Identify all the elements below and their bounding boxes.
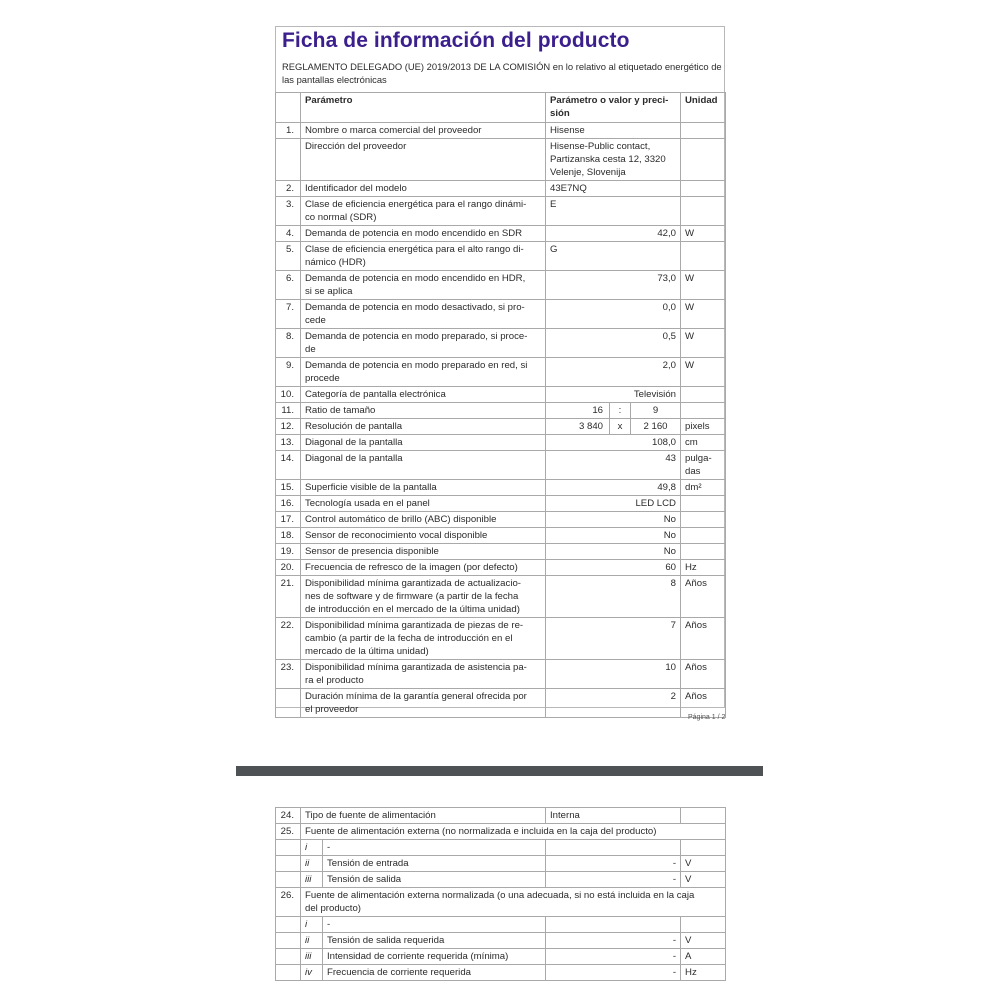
ratio-value-cell: [546, 403, 681, 419]
table-row: [276, 387, 726, 403]
table-row: [276, 576, 726, 618]
header-parameter: Parámetro: [301, 93, 546, 123]
row-unit: W: [681, 329, 726, 358]
row-number: 13.: [276, 435, 301, 451]
row-value: 108,0: [546, 435, 681, 451]
row-number: 12.: [276, 419, 301, 435]
row-value: E: [546, 197, 681, 226]
sub-unit: V: [681, 933, 726, 949]
page-title: Ficha de información del producto: [282, 29, 630, 52]
table-row-resolution: [276, 419, 726, 435]
page-divider: [236, 766, 763, 776]
row-value: 7: [546, 618, 681, 660]
row-number: 24.: [276, 808, 301, 824]
row-value: Hisense: [546, 123, 681, 139]
row-number: 8.: [276, 329, 301, 358]
row-value: No: [546, 512, 681, 528]
table-row: [276, 123, 726, 139]
row-number: [276, 840, 301, 856]
row-value: Hisense-Public contact, Partizanska cesta 12, 3320 Velenje, Slovenija: [546, 139, 681, 181]
row-unit: [681, 242, 726, 271]
row-number: 17.: [276, 512, 301, 528]
row-parameter: Diagonal de la pantalla: [301, 435, 546, 451]
row-number: 15.: [276, 480, 301, 496]
row-value: No: [546, 544, 681, 560]
row-parameter: Disponibilidad mínima garantizada de asistencia pa- ra el producto: [301, 660, 546, 689]
sub-parameter: Intensidad de corriente requerida (mínima): [323, 949, 546, 965]
row-unit: [681, 123, 726, 139]
sub-unit: Hz: [681, 965, 726, 981]
table-row: [276, 480, 726, 496]
row-number: 19.: [276, 544, 301, 560]
table-row: [276, 496, 726, 512]
row-number: 2.: [276, 181, 301, 197]
table-row-ratio: [276, 403, 726, 419]
row-unit: Años: [681, 689, 726, 718]
sub-value: -: [546, 872, 681, 888]
row-value: 0,0: [546, 300, 681, 329]
row-number: [276, 917, 301, 933]
row-number: 5.: [276, 242, 301, 271]
row-number: 21.: [276, 576, 301, 618]
row-unit: Años: [681, 660, 726, 689]
table-row: [276, 512, 726, 528]
table-row: [276, 358, 726, 387]
row-value: 0,5: [546, 329, 681, 358]
sub-value: [546, 840, 681, 856]
sub-parameter: -: [323, 840, 546, 856]
row-parameter: Frecuencia de refresco de la imagen (por defecto): [301, 560, 546, 576]
row-parameter: Sensor de reconocimiento vocal disponible: [301, 528, 546, 544]
row-number: 25.: [276, 824, 301, 840]
regulation-reference: REGLAMENTO DELEGADO (UE) 2019/2013 DE LA COMISIÓN: [282, 61, 551, 72]
row-parameter: Clase de eficiencia energética para el rango dinámi- co normal (SDR): [301, 197, 546, 226]
row-value: 10: [546, 660, 681, 689]
row-unit: cm: [681, 435, 726, 451]
row-parameter: Disponibilidad mínima garantizada de actualizacio- nes de software y de firmware (a partir de la fecha de introducción en el mercado de la última unidad): [301, 576, 546, 618]
table-row: [276, 528, 726, 544]
row-parameter: Demanda de potencia en modo preparado, si proce- de: [301, 329, 546, 358]
table-row: [276, 689, 726, 718]
row-unit: [681, 139, 726, 181]
row-number: 3.: [276, 197, 301, 226]
row-value: 43E7NQ: [546, 181, 681, 197]
sub-parameter: Frecuencia de corriente requerida: [323, 965, 546, 981]
row-number: [276, 139, 301, 181]
sub-index: i: [301, 917, 323, 933]
sub-value: -: [546, 949, 681, 965]
sub-value: [546, 917, 681, 933]
row-number: [276, 689, 301, 718]
table-row: [276, 329, 726, 358]
row-number: [276, 949, 301, 965]
row-value: 2: [546, 689, 681, 718]
table-row: [276, 618, 726, 660]
table-row: [276, 271, 726, 300]
sub-parameter: Tensión de entrada: [323, 856, 546, 872]
row-parameter: Diagonal de la pantalla: [301, 451, 546, 480]
sub-index: i: [301, 840, 323, 856]
power-supply-table: [275, 807, 726, 981]
row-unit: [681, 544, 726, 560]
header-value: Parámetro o valor y preci- sión: [546, 93, 681, 123]
row-unit: [681, 808, 726, 824]
row-parameter: Control automático de brillo (ABC) disponible: [301, 512, 546, 528]
row-unit: Años: [681, 576, 726, 618]
row-parameter: Tipo de fuente de alimentación: [301, 808, 546, 824]
table-row: [276, 560, 726, 576]
row-number: 7.: [276, 300, 301, 329]
product-info-sheet-page-1: [275, 26, 725, 715]
table-row: [276, 544, 726, 560]
row-number: 11.: [276, 403, 301, 419]
page-number: Página 1 / 2: [688, 714, 726, 721]
sub-index: iv: [301, 965, 323, 981]
table-row: [276, 660, 726, 689]
row-value: 8: [546, 576, 681, 618]
row-parameter: Demanda de potencia en modo encendido en SDR: [301, 226, 546, 242]
row-unit: Años: [681, 618, 726, 660]
sub-unit: [681, 917, 726, 933]
header-number-cell: [276, 93, 301, 123]
section-title: Fuente de alimentación externa (no normalizada e incluida en la caja del producto): [301, 824, 726, 840]
resolution-value-cell: [546, 419, 681, 435]
table-row: [276, 808, 726, 824]
sub-index: ii: [301, 933, 323, 949]
table-row-section: [276, 824, 726, 840]
row-number: 6.: [276, 271, 301, 300]
row-unit: W: [681, 358, 726, 387]
row-parameter: Demanda de potencia en modo desactivado, si pro- cede: [301, 300, 546, 329]
row-number: 18.: [276, 528, 301, 544]
row-number: 26.: [276, 888, 301, 917]
ratio-width: 16: [546, 403, 610, 418]
row-parameter: Nombre o marca comercial del proveedor: [301, 123, 546, 139]
row-unit: W: [681, 226, 726, 242]
row-value: 49,8: [546, 480, 681, 496]
row-number: [276, 965, 301, 981]
table-row: [276, 300, 726, 329]
row-number: 14.: [276, 451, 301, 480]
row-number: 9.: [276, 358, 301, 387]
header-unit: Unidad: [681, 93, 726, 123]
row-number: [276, 856, 301, 872]
sub-index: iii: [301, 949, 323, 965]
row-value: 60: [546, 560, 681, 576]
resolution-separator: x: [610, 419, 631, 434]
table-row: [276, 451, 726, 480]
row-parameter: Identificador del modelo: [301, 181, 546, 197]
row-number: 1.: [276, 123, 301, 139]
row-number: 4.: [276, 226, 301, 242]
sub-parameter: Tensión de salida: [323, 872, 546, 888]
row-value: G: [546, 242, 681, 271]
row-number: [276, 933, 301, 949]
sub-parameter: -: [323, 917, 546, 933]
sub-value: -: [546, 965, 681, 981]
row-parameter: Demanda de potencia en modo preparado en red, si procede: [301, 358, 546, 387]
section-title: Fuente de alimentación externa normalizada (o una adecuada, si no está incluida en la caja del producto): [301, 888, 726, 917]
row-unit: [681, 512, 726, 528]
row-value: LED LCD: [546, 496, 681, 512]
row-unit: W: [681, 300, 726, 329]
sub-parameter: Tensión de salida requerida: [323, 933, 546, 949]
row-parameter: Categoría de pantalla electrónica: [301, 387, 546, 403]
row-number: 23.: [276, 660, 301, 689]
sub-row: [276, 949, 726, 965]
ratio-height: 9: [652, 405, 659, 416]
row-parameter: Superficie visible de la pantalla: [301, 480, 546, 496]
row-unit: [681, 181, 726, 197]
row-unit: [681, 496, 726, 512]
sub-unit: [681, 840, 726, 856]
row-parameter: Duración mínima de la garantía general ofrecida por el proveedor: [301, 689, 546, 718]
sub-row: [276, 917, 726, 933]
row-value: 43: [546, 451, 681, 480]
resolution-width: 3 840: [546, 419, 610, 434]
row-unit: pulga- das: [681, 451, 726, 480]
regulation-subtitle: [282, 60, 722, 86]
sub-row: [276, 856, 726, 872]
table-row: [276, 435, 726, 451]
row-parameter: Demanda de potencia en modo encendido en HDR, si se aplica: [301, 271, 546, 300]
table-row-section: [276, 888, 726, 917]
row-number: 16.: [276, 496, 301, 512]
row-value: 42,0: [546, 226, 681, 242]
row-value: 2,0: [546, 358, 681, 387]
table-row: [276, 242, 726, 271]
row-number: 20.: [276, 560, 301, 576]
row-parameter: Sensor de presencia disponible: [301, 544, 546, 560]
row-number: 22.: [276, 618, 301, 660]
sub-row: [276, 933, 726, 949]
row-unit: [681, 387, 726, 403]
table-row: [276, 181, 726, 197]
row-unit: Hz: [681, 560, 726, 576]
row-value: 73,0: [546, 271, 681, 300]
sub-value: -: [546, 856, 681, 872]
regulation-description: en lo relativo al etiquetado energético de las pantallas electrónicas: [282, 61, 722, 85]
row-value: No: [546, 528, 681, 544]
parameters-table: [275, 92, 726, 718]
sub-unit: A: [681, 949, 726, 965]
row-value: Televisión: [546, 387, 681, 403]
row-unit: W: [681, 271, 726, 300]
sub-unit: V: [681, 856, 726, 872]
sub-row: [276, 872, 726, 888]
table-row: [276, 197, 726, 226]
row-number: [276, 872, 301, 888]
row-unit: pixels: [681, 419, 726, 435]
resolution-height: 2 160: [643, 421, 668, 432]
row-unit: [681, 528, 726, 544]
row-value: Interna: [546, 808, 681, 824]
sub-row: [276, 965, 726, 981]
sub-row: [276, 840, 726, 856]
sub-index: iii: [301, 872, 323, 888]
row-number: 10.: [276, 387, 301, 403]
sub-value: -: [546, 933, 681, 949]
table-row: [276, 226, 726, 242]
row-parameter: Tecnología usada en el panel: [301, 496, 546, 512]
sub-unit: V: [681, 872, 726, 888]
row-parameter: Clase de eficiencia energética para el alto rango di- námico (HDR): [301, 242, 546, 271]
row-parameter: Dirección del proveedor: [301, 139, 546, 181]
row-unit: [681, 403, 726, 419]
table-header-row: [276, 93, 726, 123]
row-parameter: Ratio de tamaño: [301, 403, 546, 419]
row-unit: [681, 197, 726, 226]
row-parameter: Resolución de pantalla: [301, 419, 546, 435]
row-parameter: Disponibilidad mínima garantizada de piezas de re- cambio (a partir de la fecha de introducción en el mercado de la última unidad): [301, 618, 546, 660]
table-row: [276, 139, 726, 181]
row-unit: dm²: [681, 480, 726, 496]
ratio-separator: :: [610, 403, 631, 418]
sub-index: ii: [301, 856, 323, 872]
